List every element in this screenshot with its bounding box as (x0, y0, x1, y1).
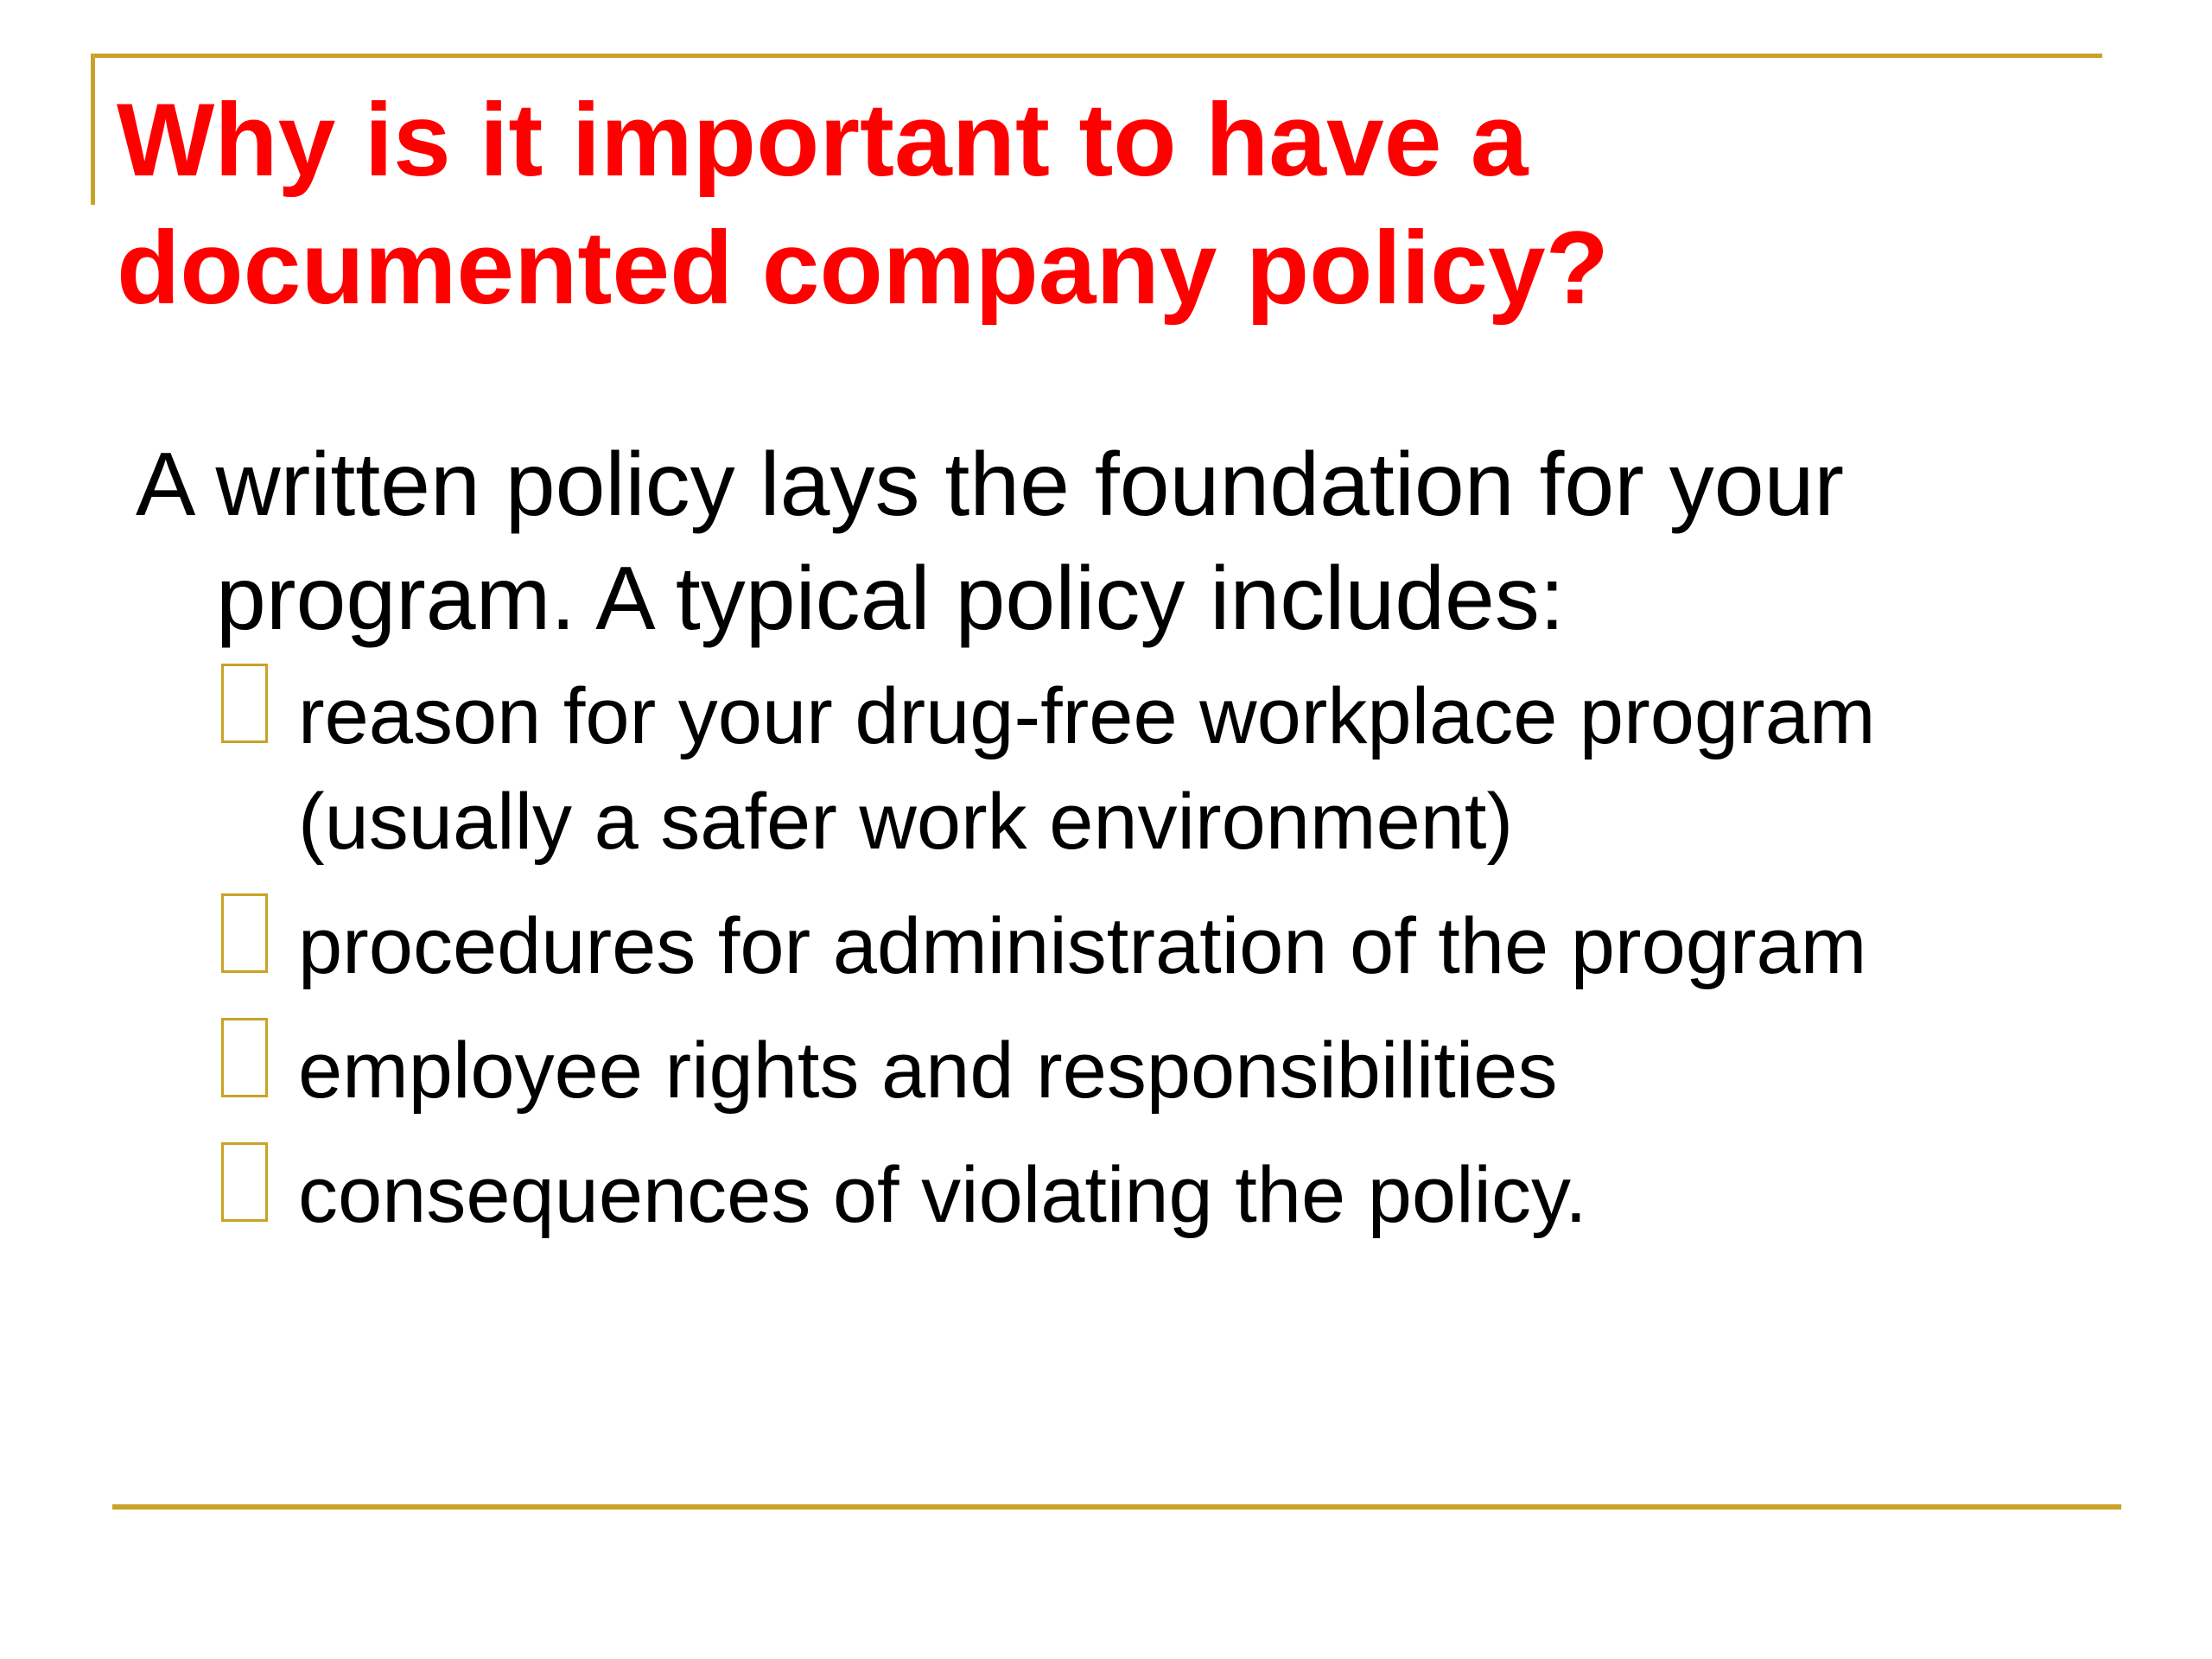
square-bullet-icon (221, 664, 268, 743)
square-bullet-icon (221, 1142, 268, 1222)
bullet-text: consequences of violating the policy. (298, 1151, 1587, 1239)
bullet-item-rights (216, 1018, 2134, 1123)
bullet-list (216, 664, 2134, 1248)
bullet-text: employee rights and responsibilities (298, 1027, 1558, 1115)
top-rule (93, 54, 2102, 58)
square-bullet-icon (221, 893, 268, 973)
left-rule (91, 54, 95, 205)
intro-paragraph: A written policy lays the foundation for your program. A typical policy includes: (136, 435, 1845, 649)
bottom-rule (112, 1504, 2121, 1510)
bullet-item-consequences (216, 1142, 2134, 1248)
bullet-text: procedures for administration of the program (298, 902, 1867, 990)
square-bullet-icon (221, 1018, 268, 1097)
bullet-item-reason (216, 664, 2134, 874)
bullet-text: reason for your drug-free workplace program (usually a safer work environment) (298, 672, 1876, 866)
bullet-item-procedures (216, 893, 2134, 999)
slide-title: Why is it important to have a documented company policy? (117, 82, 1609, 326)
